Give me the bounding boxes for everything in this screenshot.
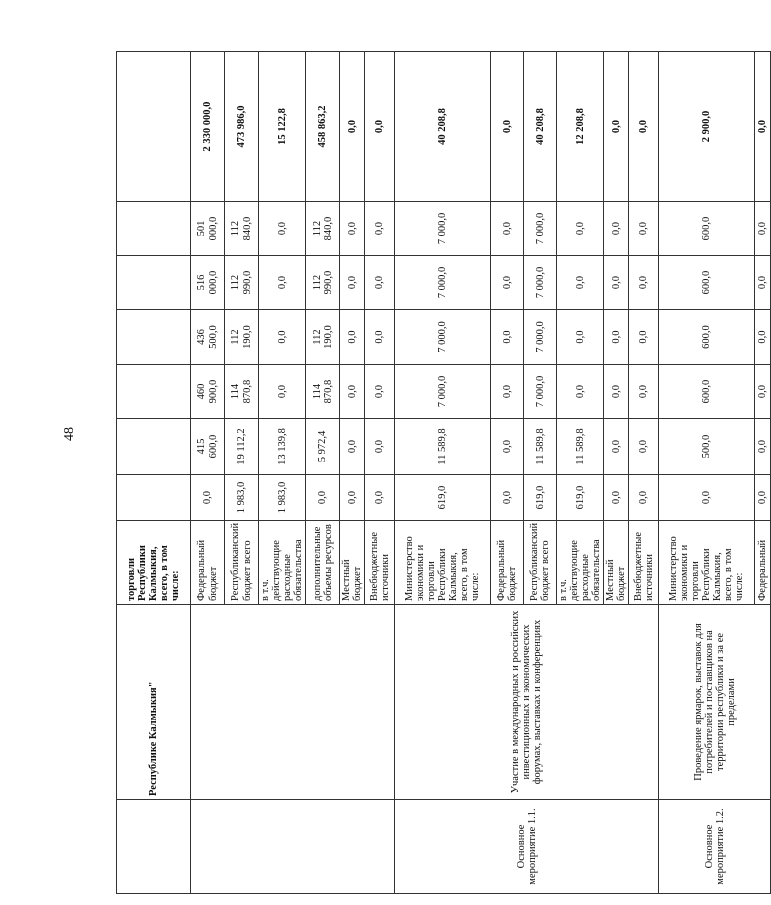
value-cell: 600,0 <box>659 310 755 365</box>
total-cell: 40 208,8 <box>524 52 557 202</box>
value-cell: 0,0 <box>491 256 524 310</box>
total-cell: 40 208,8 <box>395 52 491 202</box>
value-cell: 7 000,0 <box>395 365 491 419</box>
value-cell: 0,0 <box>491 310 524 365</box>
code-cell <box>117 800 191 894</box>
total-cell: 458 863,2 <box>306 52 340 202</box>
value-cell: 5 972,4 <box>306 419 340 475</box>
measure-name-cell: Участие в международных и российских инвестиционных и экономических форумах, выставках и конференциях <box>395 605 659 800</box>
value-cell: 7 000,0 <box>395 310 491 365</box>
code-cell <box>191 800 395 894</box>
source-cell: торговли Республики Калмыкия, всего, в том числе: <box>117 521 191 605</box>
source-cell: Республиканский бюджет всего <box>524 521 557 605</box>
total-cell: 0,0 <box>755 52 771 202</box>
value-cell: 1 983,0 <box>225 475 259 521</box>
table-row <box>395 52 491 894</box>
page-number: 48 <box>62 427 77 441</box>
source-cell: в т.ч. действующие расходные обязательства <box>557 521 604 605</box>
source-cell: Местный бюджет <box>604 521 629 605</box>
value-cell: 0,0 <box>340 202 365 256</box>
value-cell: 0,0 <box>629 475 659 521</box>
total-cell: 15 122,8 <box>259 52 306 202</box>
value-cell: 7 000,0 <box>524 365 557 419</box>
value-cell: 112 990,0 <box>225 256 259 310</box>
value-cell: 0,0 <box>604 365 629 419</box>
value-cell: 0,0 <box>491 475 524 521</box>
value-cell: 0,0 <box>604 310 629 365</box>
source-cell: Федеральный <box>755 521 771 605</box>
value-cell: 7 000,0 <box>524 256 557 310</box>
value-cell: 11 589,8 <box>395 419 491 475</box>
rotated-table-wrapper <box>116 52 769 894</box>
value-cell: 0,0 <box>557 310 604 365</box>
value-cell: 0,0 <box>491 202 524 256</box>
source-cell: Федеральный бюджет <box>491 521 524 605</box>
total-cell: 0,0 <box>604 52 629 202</box>
value-cell: 0,0 <box>629 202 659 256</box>
value-cell: 460 900,0 <box>191 365 225 419</box>
value-cell: 0,0 <box>604 475 629 521</box>
value-cell: 0,0 <box>604 419 629 475</box>
value-cell: 11 589,8 <box>557 419 604 475</box>
source-cell: Внебюджетные источники <box>365 521 395 605</box>
value-cell: 114 870,8 <box>225 365 259 419</box>
total-cell: 473 986,0 <box>225 52 259 202</box>
value-cell: 0,0 <box>557 202 604 256</box>
value-cell: 436 500,0 <box>191 310 225 365</box>
total-cell: 2 900,0 <box>659 52 755 202</box>
source-cell: Внебюджетные источники <box>629 521 659 605</box>
total-cell: 0,0 <box>491 52 524 202</box>
value-cell: 0,0 <box>629 365 659 419</box>
total-cell: 12 208,8 <box>557 52 604 202</box>
value-cell: 0,0 <box>340 256 365 310</box>
value-cell: 619,0 <box>557 475 604 521</box>
source-cell: дополнительные объемы ресурсов <box>306 521 340 605</box>
source-cell: Республиканский бюджет всего <box>225 521 259 605</box>
value-cell: 0,0 <box>629 256 659 310</box>
value-cell: 619,0 <box>524 475 557 521</box>
table-row <box>117 52 191 894</box>
value-cell: 501 000,0 <box>191 202 225 256</box>
value-cell: 112 190,0 <box>306 310 340 365</box>
value-cell: 600,0 <box>659 365 755 419</box>
value-cell: 112 840,0 <box>306 202 340 256</box>
value-cell: 500,0 <box>659 419 755 475</box>
value-cell: 1 983,0 <box>259 475 306 521</box>
value-cell: 0,0 <box>604 202 629 256</box>
table-row <box>659 52 755 894</box>
value-cell: 0,0 <box>191 475 225 521</box>
value-cell: 600,0 <box>659 202 755 256</box>
total-cell: 0,0 <box>340 52 365 202</box>
value-cell: 0,0 <box>259 365 306 419</box>
value-cell: 516 000,0 <box>191 256 225 310</box>
budget-table <box>116 51 771 894</box>
total-cell: 0,0 <box>629 52 659 202</box>
table-row <box>191 52 225 894</box>
value-cell: 114 870,8 <box>306 365 340 419</box>
total-cell: 0,0 <box>365 52 395 202</box>
measure-code-cell: Основное мероприятие 1.1. <box>395 800 659 894</box>
value-cell: 112 840,0 <box>225 202 259 256</box>
program-name-cell: Республике Калмыкия" <box>117 605 191 800</box>
source-cell: Министерство экономики и торговли Республики Калмыкия, всего, в том числе: <box>659 521 755 605</box>
source-cell: Местный бюджет <box>340 521 365 605</box>
value-cell: 0,0 <box>306 475 340 521</box>
value-cell: 0,0 <box>365 202 395 256</box>
measure-name-cell <box>191 605 395 800</box>
value-cell: 0,0 <box>629 419 659 475</box>
measure-code-cell: Основное мероприятие 1.2. <box>659 800 771 894</box>
value-cell: 0,0 <box>340 310 365 365</box>
value-cell: 7 000,0 <box>524 202 557 256</box>
value-cell: 112 190,0 <box>225 310 259 365</box>
value-cell: 0,0 <box>340 475 365 521</box>
source-cell: Министерство экономики и торговли Республики Калмыкия, всего, в том числе: <box>395 521 491 605</box>
value-cell: 7 000,0 <box>524 310 557 365</box>
value-cell: 0,0 <box>365 419 395 475</box>
value-cell: 0,0 <box>629 310 659 365</box>
value-cell: 0,0 <box>755 475 771 521</box>
value-cell: 0,0 <box>259 310 306 365</box>
value-cell: 0,0 <box>755 419 771 475</box>
total-cell: 2 330 000,0 <box>191 52 225 202</box>
value-cell: 7 000,0 <box>395 256 491 310</box>
value-cell: 0,0 <box>755 310 771 365</box>
value-cell: 0,0 <box>365 256 395 310</box>
value-cell: 0,0 <box>557 365 604 419</box>
value-cell: 0,0 <box>755 202 771 256</box>
value-cell: 0,0 <box>604 256 629 310</box>
value-cell: 0,0 <box>659 475 755 521</box>
value-cell: 0,0 <box>755 256 771 310</box>
value-cell: 112 990,0 <box>306 256 340 310</box>
value-cell: 0,0 <box>340 365 365 419</box>
value-cell: 7 000,0 <box>395 202 491 256</box>
value-cell: 0,0 <box>491 365 524 419</box>
value-cell: 0,0 <box>259 256 306 310</box>
value-cell: 13 139,8 <box>259 419 306 475</box>
value-cell: 415 600,0 <box>191 419 225 475</box>
value-cell: 0,0 <box>755 365 771 419</box>
value-cell: 0,0 <box>491 419 524 475</box>
measure-name-cell: Проведение ярмарок, выставок для потребителей и поставщиков на территории республики и за ее пределами <box>659 605 771 800</box>
value-cell: 0,0 <box>365 475 395 521</box>
value-cell: 600,0 <box>659 256 755 310</box>
value-cell: 619,0 <box>395 475 491 521</box>
value-cell: 0,0 <box>365 365 395 419</box>
value-cell: 11 589,8 <box>524 419 557 475</box>
source-cell: в т.ч. действующие расходные обязательства <box>259 521 306 605</box>
value-cell: 0,0 <box>340 419 365 475</box>
value-cell: 0,0 <box>259 202 306 256</box>
value-cell: 19 112,2 <box>225 419 259 475</box>
source-cell: Федеральный бюджет <box>191 521 225 605</box>
value-cell: 0,0 <box>365 310 395 365</box>
value-cell: 0,0 <box>557 256 604 310</box>
